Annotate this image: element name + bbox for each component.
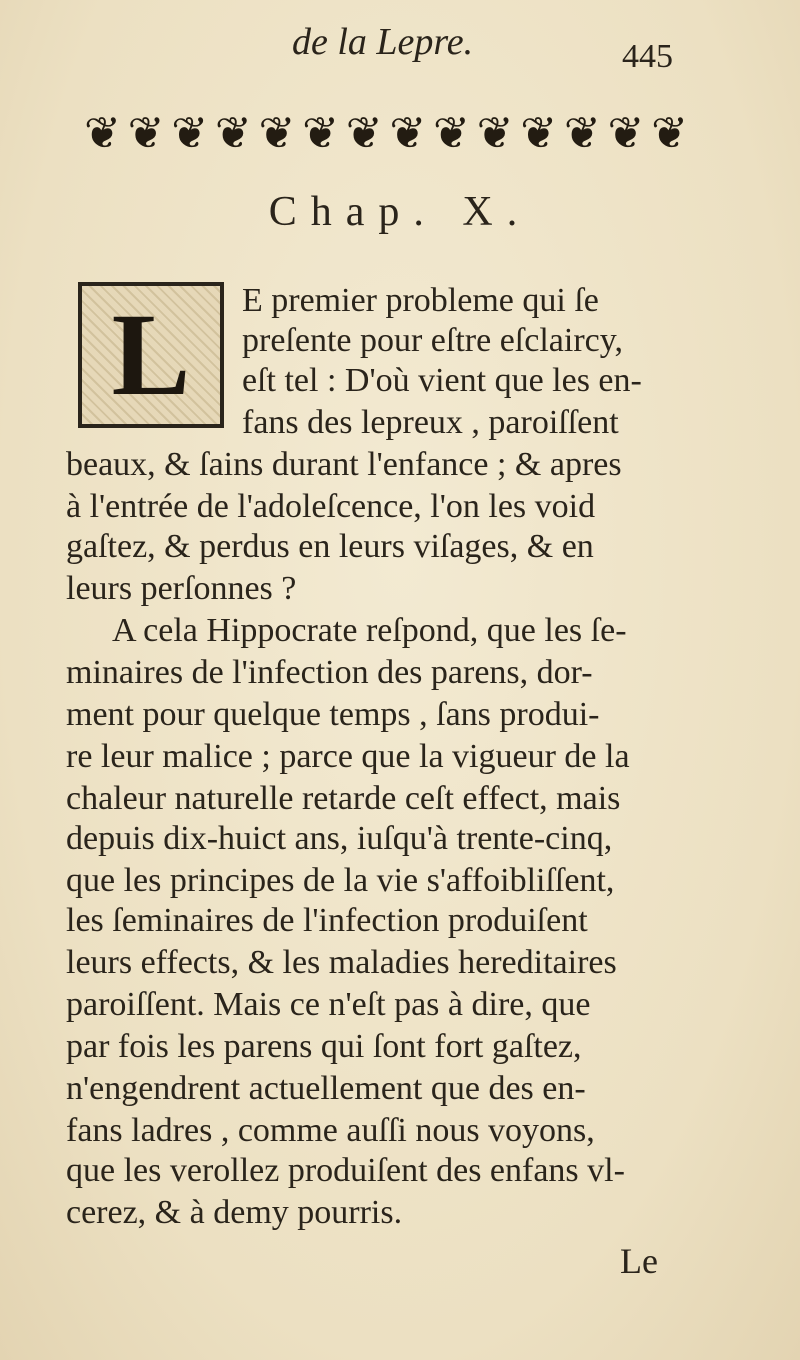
initial-letter: L	[111, 289, 191, 420]
text-line: gaſtez, & perdus en leurs viſages, & en	[66, 528, 594, 565]
fleuron-icon: ❦	[389, 109, 427, 158]
text-line: depuis dix-huict ans, iuſqu'à trente-cinq,	[66, 820, 613, 857]
fleuron-icon: ❦	[302, 109, 339, 158]
fleuron-icon: ❦	[345, 109, 383, 158]
text-line: fans des lepreux , paroiſſent	[242, 404, 619, 441]
text-line: re leur malice ; parce que la vigueur de la	[66, 738, 630, 775]
fleuron-icon: ❦	[214, 109, 252, 158]
fleuron-icon: ❦	[563, 109, 601, 158]
text-line: à l'entrée de l'adoleſcence, l'on les void	[66, 488, 596, 525]
fleuron-icon: ❦	[258, 109, 296, 158]
text-line: minaires de l'infection des parens, dor-	[66, 654, 593, 691]
chapter-heading: Chap. X.	[268, 189, 532, 235]
running-title: de la Lepre.	[292, 21, 474, 63]
catchword: Le	[620, 1241, 658, 1281]
text-line: leurs perſonnes ?	[66, 570, 297, 607]
fleuron-icon: ❦	[84, 109, 121, 158]
text-line: A cela Hippocrate reſpond, que les ſe-	[112, 612, 627, 649]
page-number: 445	[622, 38, 673, 75]
text-line: que les verollez produiſent des enfans vl-	[66, 1152, 625, 1189]
fleuron-icon: ❦	[520, 109, 558, 158]
text-line: ment pour quelque temps , ſans produi-	[66, 696, 600, 733]
text-line: preſente pour eſtre eſclaircy,	[242, 322, 624, 359]
fleuron-ornament-band	[84, 104, 688, 164]
fleuron-icon: ❦	[607, 109, 645, 158]
fleuron-icon: ❦	[476, 109, 514, 158]
text-line: par fois les parens qui ſont fort gaſtez,	[66, 1028, 582, 1065]
text-line: que les principes de la vie s'affoibliſſent,	[66, 862, 615, 899]
fleuron-icon: ❦	[651, 109, 688, 158]
fleuron-icon: ❦	[171, 109, 209, 158]
running-head	[0, 20, 800, 80]
fleuron-icon: ❦	[127, 109, 165, 158]
text-line: E premier probleme qui ſe	[242, 282, 599, 319]
text-line: fans ladres , comme auſſi nous voyons,	[66, 1112, 595, 1149]
text-line: chaleur naturelle retarde ceſt effect, mais	[66, 780, 621, 817]
text-line: eſt tel : D'où vient que les en-	[242, 362, 642, 399]
text-line: cerez, & à demy pourris.	[66, 1194, 403, 1231]
text-line: les ſeminaires de l'infection produiſent	[66, 902, 588, 939]
text-line: leurs effects, & les maladies hereditaires	[66, 944, 617, 981]
text-line: n'engendrent actuellement que des en-	[66, 1070, 586, 1107]
decorated-initial	[78, 282, 224, 428]
text-line: beaux, & ſains durant l'enfance ; & apres	[66, 446, 622, 483]
text-line: paroiſſent. Mais ce n'eſt pas à dire, que	[66, 986, 591, 1023]
fleuron-icon: ❦	[433, 109, 470, 158]
